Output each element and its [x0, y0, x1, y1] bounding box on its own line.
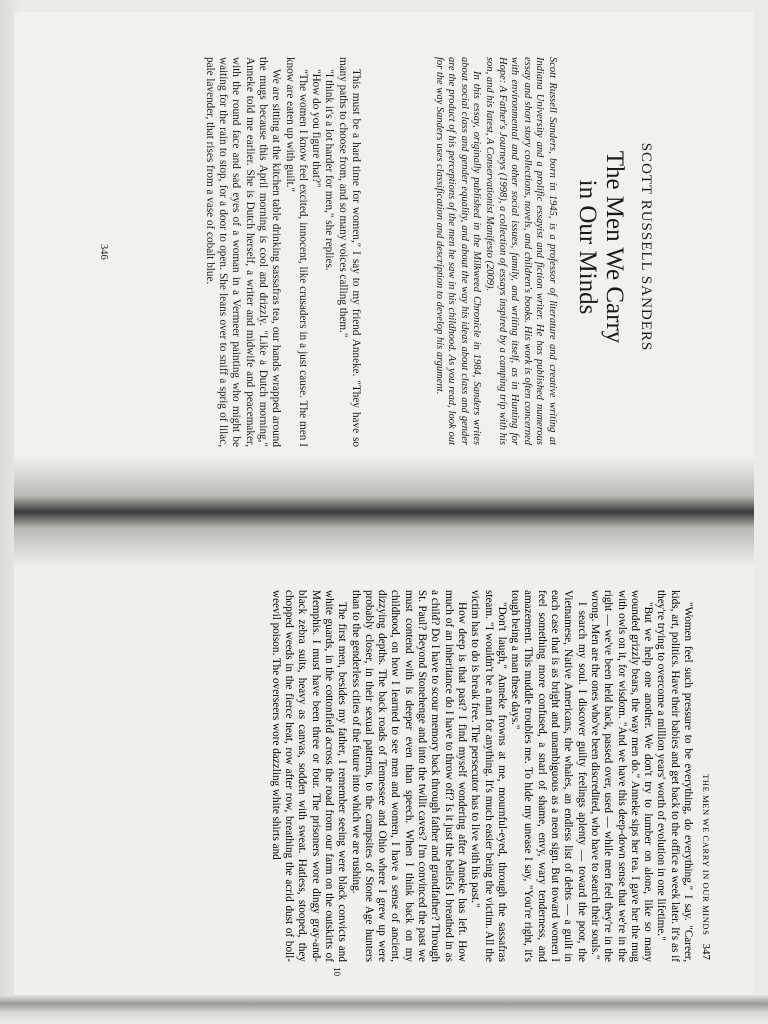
body-paragraph: "But we help one another. We don't try to lumber on alone, like so many wounded grizzly bears, the way men do." Anneke sips her tea. I gave her the mug with owls on it, for wisdom. "And we have this deep-down sense that we're in the right — we've been held back, passed over, used — while men feel they're in the wrong. Men are the ones who've been discredited, who have to search their souls." — [588, 590, 655, 962]
running-head-title: THE MEN WE CARRY IN OUR MINDS — [701, 774, 711, 936]
page-number-right: 347 — [700, 943, 712, 960]
body-paragraph: "How do you figure that?" — [310, 69, 323, 188]
body-paragraph: "Women feel such pressure to be everything, do everything," I say. "Career, kids, art, politics. Have their babies and get back to the office a week later. It's as if they're trying to overcome a million years' worth of evolution in one lifetime." — [655, 590, 694, 962]
book-spread — [14, 12, 754, 1012]
bio-paragraph-2: In this essay, originally published in the Milkweed Chronicle in 1984, Sanders writes about social class and gender equality, and about the way his ideas about class and gender are the product of his perceptions of the men he saw in his childhood. As you read, look out for the way Sanders uses classification and description to develop his argument. — [433, 57, 483, 445]
title-line-1: The Men We Carry — [601, 150, 628, 344]
author-name: SCOTT RUSSELL SANDERS — [638, 142, 654, 352]
body-paragraph: "The women I know feel excited, innocent, like crusaders in a just cause. The men I know are eaten up with guilt." — [283, 57, 309, 447]
bio-paragraph-1: Scott Russell Sanders, born in 1945, is a professor of literature and creative writing at Indiana University and a prolific essayist and fiction writer. He has published numerous essay and short story collections, novels, and children's books. His work is often concerned with environmental and other social issues, family, and writing itself, as in Hunting for Hope: A Father's Journeys (1998), a collection of essays inspired by a camping trip with his son, and his latest, A Conservationist Manifesto (2009). — [484, 57, 558, 445]
left-page — [14, 12, 754, 512]
running-head — [700, 590, 712, 960]
essay-title — [574, 82, 628, 412]
body-paragraph: The first men, besides my father, I remember seeing were black convicts and white guards, in the cottonfield across the road from our farm on the outskirts of Memphis. I must have been three or four. The prisoners wore dingy gray-and-black zebra suits, heavy as canvas, sodden with sweat. Hatless, stooped, they chopped weeds in the fierce heat, row after row, breathing the acrid dust of boll-weevil poison. The overseers wore dazzling white shirts and — [269, 590, 349, 962]
left-body-text — [202, 57, 362, 447]
scanner-edge — [0, 995, 768, 1024]
body-paragraph: "I think it's a lot harder for men," she replies. — [323, 69, 336, 271]
title-line-2: in Our Minds — [574, 179, 601, 315]
body-paragraph: How deep is that past? I find myself wondering after Anneke has left. How much of an inheritance do I have to throw off? Is it just the beliefs I breathed in as a child? Do I have to scour memory back through father and grandfather? Through St. Paul? Beyond Stonehenge and into the twilit caves? I'm convinced the past we must contend with is deeper even than speech. When I think back on my childhood, on how I learned to see men and women, I have a sense of ancient, dizzying depths. The back roads of Tennessee and Ohio where I grew up were probably closer, in their sexual patterns, to the campsites of Stone Age hunters than to the genderless cities of the future into which we are rushing. — [349, 590, 468, 962]
body-paragraph: We are sitting at the kitchen table drinking sassafras tea, our hands wrapped around the mugs because this April morning is cool and drizzly. "Like a Dutch morning," Anneke told me earlier. She is Dutch herself, a writer and midwife and peacemaker, with the round face and sad eyes of a woman in a Vermeer painting who might be waiting for the rain to stop, for a door to open. She leans over to sniff a sprig of lilac, pale lavender, that rises from a vase of cobalt blue. — [203, 57, 283, 447]
body-paragraph: This must be a hard time for women," I say to my friend Anneke. "They have so many paths to choose from, and so many voices calling them." — [336, 57, 362, 447]
body-paragraph: I search my soul. I discover guilty feelings aplenty — toward the poor, the Vietnamese, Native Americans, the whales, an endless list of debts — a guilt in each case that is as bright and unambiguous as a neon sign. But toward women I feel something more confused, a snarl of shame, envy, wary tenderness, and amazement. This muddle troubles me. To hide my unease I say, "You're right, it's tough being a man these days." — [509, 590, 588, 962]
right-body-text — [269, 590, 695, 962]
paragraph-marker: 10 — [332, 967, 342, 976]
author-bio — [432, 57, 558, 445]
page-number-left: 346 — [98, 244, 109, 260]
book-gutter — [14, 457, 754, 567]
body-paragraph: "Don't laugh," Anneke frowns at me, mournful-eyed, through the sassafras steam. "I wouldn't be a man for anything. It's much easier being the victim. All the victim has to do is break free. The persecutor has to live with his past." — [469, 590, 508, 962]
